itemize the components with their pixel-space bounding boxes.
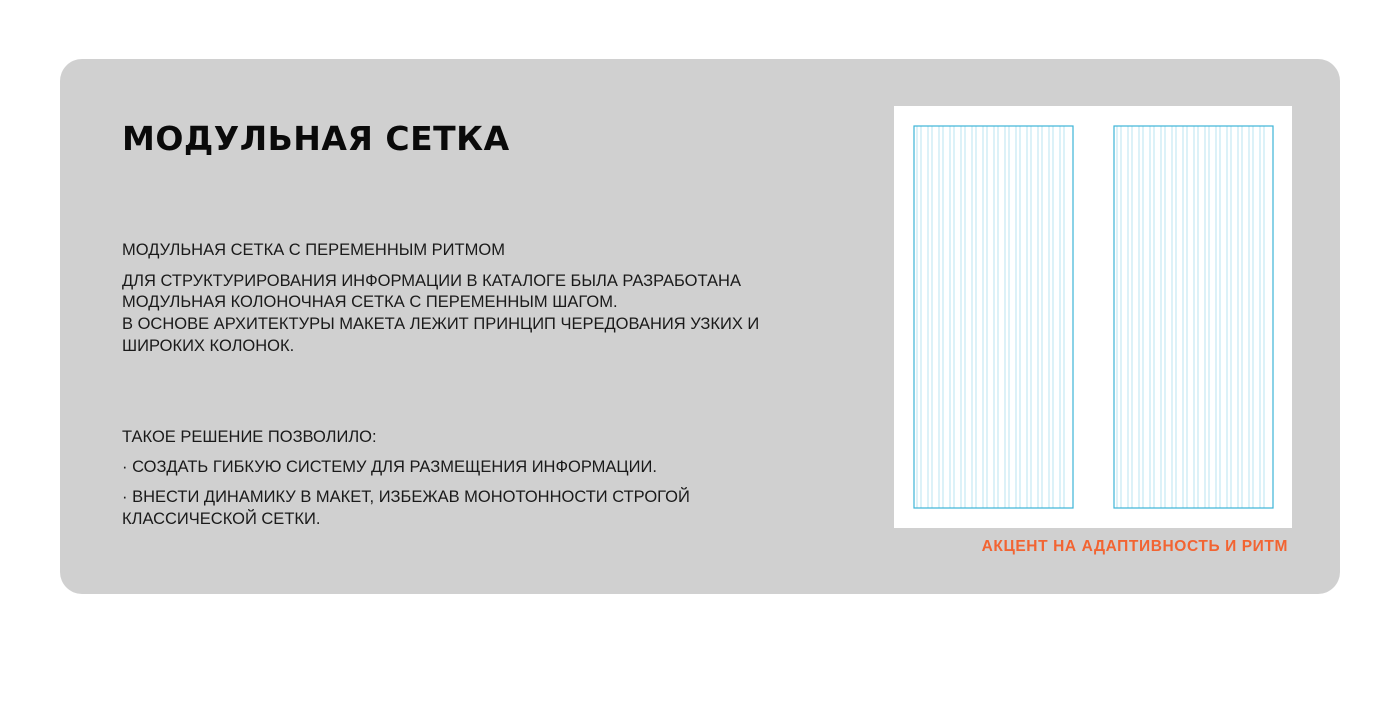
bullet-1: · СОЗДАТЬ ГИБКУЮ СИСТЕМУ ДЛЯ РАЗМЕЩЕНИЯ ИНФОРМАЦИИ. (122, 458, 657, 476)
result-heading: ТАКОЕ РЕШЕНИЕ ПОЗВОЛИЛО: (122, 428, 377, 446)
intro-line-2: МОДУЛЬНАЯ КОЛОНОЧНАЯ СЕТКА С ПЕРЕМЕННЫМ ШАГОМ. (122, 293, 618, 311)
accent-caption: АКЦЕНТ НА АДАПТИВНОСТЬ И РИТМ (981, 538, 1288, 555)
page-title: МОДУЛЬНАЯ СЕТКА (122, 119, 510, 158)
bullet-2-line-2: КЛАССИЧЕСКОЙ СЕТКИ. (122, 510, 321, 528)
grid-page-left (914, 126, 1073, 508)
grid-illustration (894, 106, 1292, 528)
modular-grid-diagram (894, 106, 1292, 528)
intro-line-4: ШИРОКИХ КОЛОНОК. (122, 337, 295, 355)
grid-page-right (1114, 126, 1273, 508)
content-card (60, 59, 1340, 594)
subtitle: МОДУЛЬНАЯ СЕТКА С ПЕРЕМЕННЫМ РИТМОМ (122, 241, 505, 259)
intro-line-3: В ОСНОВЕ АРХИТЕКТУРЫ МАКЕТА ЛЕЖИТ ПРИНЦИП ЧЕРЕДОВАНИЯ УЗКИХ И (122, 315, 760, 333)
intro-line-1: ДЛЯ СТРУКТУРИРОВАНИЯ ИНФОРМАЦИИ В КАТАЛОГЕ БЫЛА РАЗРАБОТАНА (122, 272, 741, 290)
bullet-2-line-1: · ВНЕСТИ ДИНАМИКУ В МАКЕТ, ИЗБЕЖАВ МОНОТОННОСТИ СТРОГОЙ (122, 488, 690, 506)
